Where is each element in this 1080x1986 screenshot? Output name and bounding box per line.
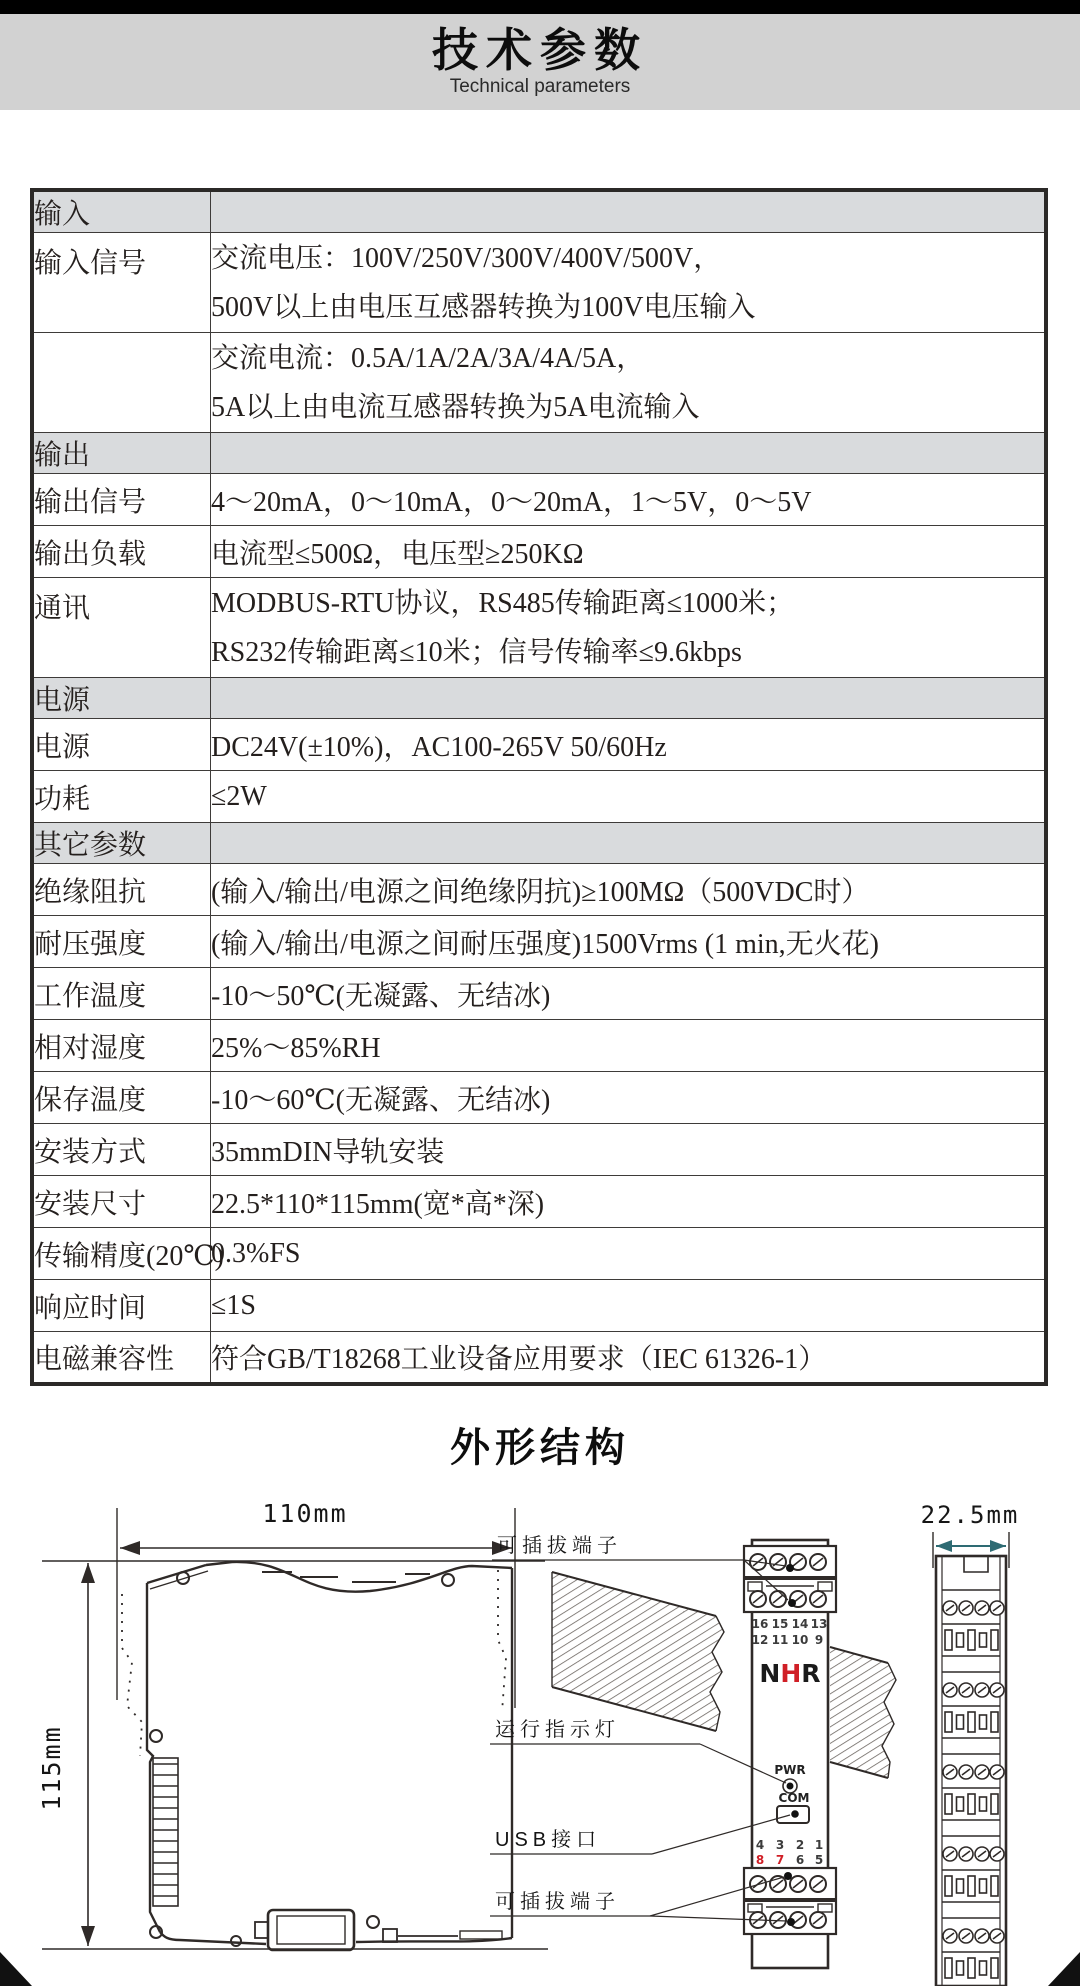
table-row: [32, 578, 1046, 678]
dimension-width-arrow: [117, 1508, 515, 1708]
svg-text:11: 11: [771, 1633, 789, 1647]
callout-bottom-terminal: 可插拔端子: [495, 1891, 620, 1913]
row-label: 电源: [32, 719, 211, 771]
row-label: 工作温度: [32, 968, 211, 1020]
section-label: 电源: [32, 678, 211, 719]
table-row: [32, 233, 1046, 333]
row-value: -10～50℃(无凝露、无结冰): [211, 968, 1047, 1020]
row-value: 0.3%FS: [211, 1228, 1047, 1280]
row-label: 输出信号: [32, 474, 211, 526]
dimension-height-label: 115mm: [37, 1725, 66, 1811]
table-section-row: [32, 678, 1046, 719]
row-label: 响应时间: [32, 1280, 211, 1332]
table-section-row: [32, 190, 1046, 233]
callout-run-indicator: 运行指示灯: [495, 1719, 620, 1741]
corner-mark-left: [0, 1952, 32, 1986]
svg-text:1: 1: [814, 1838, 824, 1852]
front-view-drawing: [744, 1540, 836, 1968]
table-row: [32, 916, 1046, 968]
page-title: 技术参数: [432, 24, 648, 76]
row-value-line: 交流电压：100V/250V/300V/400V/500V，: [211, 242, 722, 274]
usb-port: [777, 1791, 809, 1823]
vent-slots: [153, 1758, 178, 1906]
table-row: [32, 474, 1046, 526]
row-value: ≤1S: [211, 1280, 1047, 1332]
table-row: [32, 333, 1046, 433]
section-label: 输出: [32, 433, 211, 474]
outline-drawing: [0, 1480, 1080, 1986]
svg-text:6: 6: [795, 1853, 805, 1867]
row-value-line: MODBUS-RTU协议，RS485传输距离≤1000米；: [211, 587, 795, 619]
din-clip: [255, 1910, 502, 1950]
table-section-row: [32, 433, 1046, 474]
row-label: 传输精度(20℃): [32, 1228, 211, 1280]
module-profile: [122, 1562, 512, 1950]
table-row: [32, 771, 1046, 823]
row-label: 通讯: [32, 578, 211, 678]
top-terminal-block: [744, 1546, 836, 1612]
svg-text:10: 10: [791, 1633, 809, 1647]
top-black-bar: [0, 0, 1080, 14]
svg-text:16: 16: [751, 1617, 769, 1631]
row-value: ≤2W: [211, 771, 1047, 823]
row-value: 电流型≤500Ω，电压型≥250KΩ: [211, 526, 1047, 578]
svg-text:PWR: PWR: [774, 1763, 806, 1777]
row-label: 相对湿度: [32, 1020, 211, 1072]
row-value: 22.5*110*115mm(宽*高*深): [211, 1176, 1047, 1228]
table-row: [32, 1332, 1046, 1384]
row-label: 耐压强度: [32, 916, 211, 968]
row-label: 电磁兼容性: [32, 1332, 211, 1384]
table-row: [32, 1072, 1046, 1124]
brand-logo: NHR: [759, 1659, 821, 1688]
row-value: 4～20mA，0～10mA，0～20mA，1～5V，0～5V: [211, 474, 1047, 526]
page-subtitle: Technical parameters: [449, 76, 631, 97]
outline-section-title: 外形结构: [450, 1426, 630, 1470]
row-value: 符合GB/T18268工业设备应用要求（IEC 61326-1）: [211, 1332, 1047, 1384]
section-label: 其它参数: [32, 823, 211, 864]
callout-top-terminal: 可插拔端子: [497, 1535, 622, 1557]
dimension-depth-label: 22.5mm: [920, 1501, 1020, 1529]
table-row: [32, 1176, 1046, 1228]
corner-mark-right: [1048, 1952, 1080, 1986]
table-row: [32, 968, 1046, 1020]
svg-text:COM: COM: [778, 1791, 810, 1805]
table-section-row: [32, 823, 1046, 864]
row-value: -10～60℃(无凝露、无结冰): [211, 1072, 1047, 1124]
dimension-height-arrow: [42, 1561, 548, 1949]
row-value-line: RS232传输距离≤10米；信号传输率≤9.6kbps: [211, 636, 742, 668]
table-row: [32, 1020, 1046, 1072]
svg-text:3: 3: [775, 1838, 785, 1852]
row-value: 25%～85%RH: [211, 1020, 1047, 1072]
row-value: DC24V(±10%)，AC100-265V 50/60Hz: [211, 719, 1047, 771]
svg-text:8: 8: [755, 1853, 765, 1867]
row-value: (输入/输出/电源之间耐压强度)1500Vrms (1 min,无火花): [211, 916, 1047, 968]
side-view-drawing: [37, 1499, 548, 1950]
callout-usb-port: USB接口: [495, 1829, 602, 1851]
bottom-terminal-block: [744, 1868, 836, 1934]
row-value: (输入/输出/电源之间绝缘阴抗)≥100MΩ（500VDC时）: [211, 864, 1047, 916]
row-label: 功耗: [32, 771, 211, 823]
table-row: [32, 526, 1046, 578]
table-row: [32, 719, 1046, 771]
row-label: [32, 333, 211, 433]
row-label: 安装方式: [32, 1124, 211, 1176]
svg-text:5: 5: [814, 1853, 824, 1867]
svg-text:4: 4: [755, 1838, 765, 1852]
svg-text:12: 12: [751, 1633, 769, 1647]
table-row: [32, 1280, 1046, 1332]
svg-text:14: 14: [791, 1617, 809, 1631]
dimension-depth-arrow: [933, 1532, 1009, 1568]
row-value-line: 500V以上由电压互感器转换为100V电压输入: [211, 291, 756, 323]
depth-view-drawing: [921, 1501, 1020, 1986]
row-label: 输入信号: [32, 233, 211, 333]
svg-text:15: 15: [771, 1617, 789, 1631]
row-label: 安装尺寸: [32, 1176, 211, 1228]
header-band: [0, 14, 1080, 110]
svg-text:13: 13: [810, 1617, 828, 1631]
table-row: [32, 864, 1046, 916]
table-row: [32, 1124, 1046, 1176]
row-label: 绝缘阻抗: [32, 864, 211, 916]
row-label: 保存温度: [32, 1072, 211, 1124]
spec-table: [30, 188, 1048, 1386]
table-row: [32, 1228, 1046, 1280]
row-label: 输出负载: [32, 526, 211, 578]
dimension-width-label: 110mm: [262, 1499, 348, 1528]
section-label: 输入: [32, 190, 211, 233]
din-rail-band: [552, 1572, 896, 1778]
terminal-stack: [942, 1590, 1004, 1978]
row-value: 35mmDIN导轨安装: [211, 1124, 1047, 1176]
row-value-line: 5A以上由电流互感器转换为5A电流输入: [211, 391, 700, 423]
svg-text:2: 2: [795, 1838, 805, 1852]
row-value-line: 交流电流：0.5A/1A/2A/3A/4A/5A，: [211, 342, 645, 374]
svg-text:7: 7: [775, 1853, 785, 1867]
svg-text:9: 9: [814, 1633, 824, 1647]
